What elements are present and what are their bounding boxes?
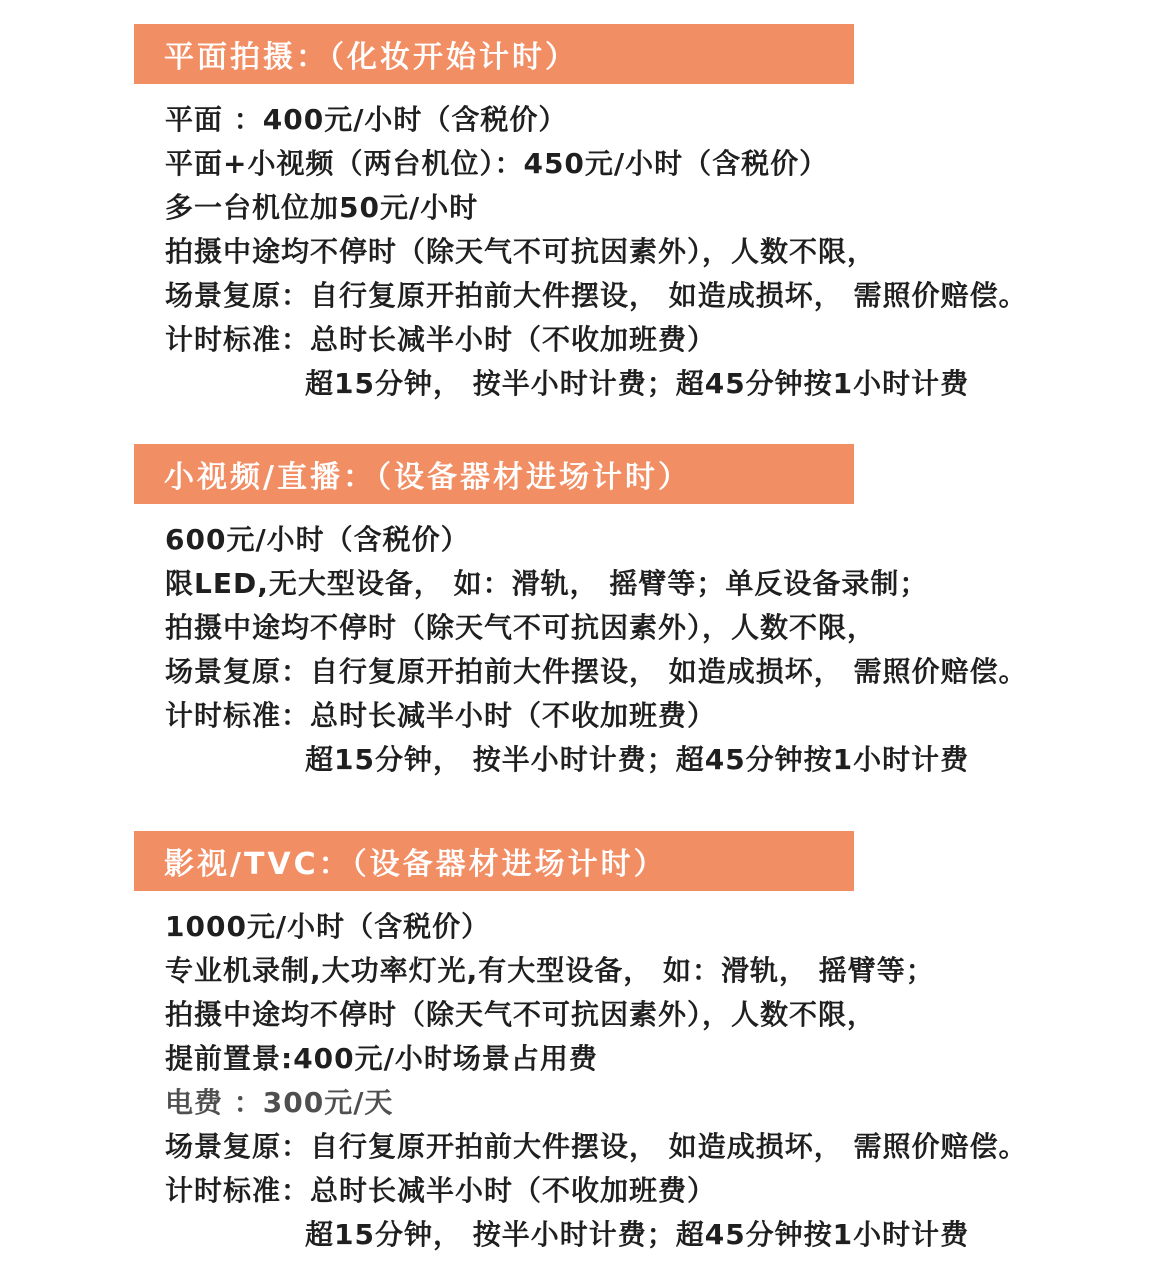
pricing-line: 场景复原：自行复原开拍前大件摆设， 如造成损坏， 需照价赔偿。	[165, 655, 1028, 688]
pricing-line: 1000元/小时（含税价）	[165, 910, 491, 943]
pricing-line: 场景复原：自行复原开拍前大件摆设， 如造成损坏， 需照价赔偿。	[165, 1130, 1028, 1163]
section-body	[165, 905, 1028, 1257]
pricing-line: 计时标准：总时长减半小时（不收加班费）	[165, 1174, 717, 1207]
section-header-bar	[134, 24, 854, 84]
section-title: 小视频/直播：（设备器材进场计时）	[164, 460, 691, 495]
pricing-line: 场景复原：自行复原开拍前大件摆设， 如造成损坏， 需照价赔偿。	[165, 279, 1028, 312]
pricing-line: 专业机录制,大功率灯光,有大型设备， 如：滑轨， 摇臂等；	[165, 954, 935, 987]
section-title: 影视/TVC：（设备器材进场计时）	[164, 847, 667, 882]
pricing-line: 平面+小视频（两台机位）：450元/小时（含税价）	[165, 147, 829, 180]
pricing-line: 600元/小时（含税价）	[165, 523, 470, 556]
pricing-line: 限LED,无大型设备， 如：滑轨， 摇臂等；单反设备录制；	[165, 567, 929, 600]
section-body	[165, 98, 1028, 406]
section-header-bar	[134, 444, 854, 504]
section-header-bar	[134, 831, 854, 891]
pricing-line: 拍摄中途均不停时（除天气不可抗因素外），人数不限，	[165, 998, 877, 1031]
pricing-line: 多一台机位加50元/小时	[165, 191, 479, 224]
section-body	[165, 518, 1028, 782]
pricing-line: 提前置景:400元/小时场景占用费	[165, 1042, 598, 1075]
pricing-line: 超15分钟， 按半小时计费；超45分钟按1小时计费	[305, 367, 970, 400]
pricing-section	[0, 444, 1163, 782]
pricing-line: 计时标准：总时长减半小时（不收加班费）	[165, 323, 717, 356]
pricing-line: 拍摄中途均不停时（除天气不可抗因素外），人数不限，	[165, 611, 877, 644]
pricing-line: 电费 ：300元/天	[165, 1086, 394, 1119]
pricing-section	[0, 831, 1163, 1257]
section-title: 平面拍摄：（化妆开始计时）	[164, 40, 578, 75]
pricing-line: 超15分钟， 按半小时计费；超45分钟按1小时计费	[305, 1218, 970, 1251]
pricing-line: 拍摄中途均不停时（除天气不可抗因素外），人数不限，	[165, 235, 877, 268]
pricing-line: 平面 ：400元/小时（含税价）	[165, 103, 568, 136]
pricing-section	[0, 24, 1163, 406]
pricing-line: 超15分钟， 按半小时计费；超45分钟按1小时计费	[305, 743, 970, 776]
pricing-line: 计时标准：总时长减半小时（不收加班费）	[165, 699, 717, 732]
